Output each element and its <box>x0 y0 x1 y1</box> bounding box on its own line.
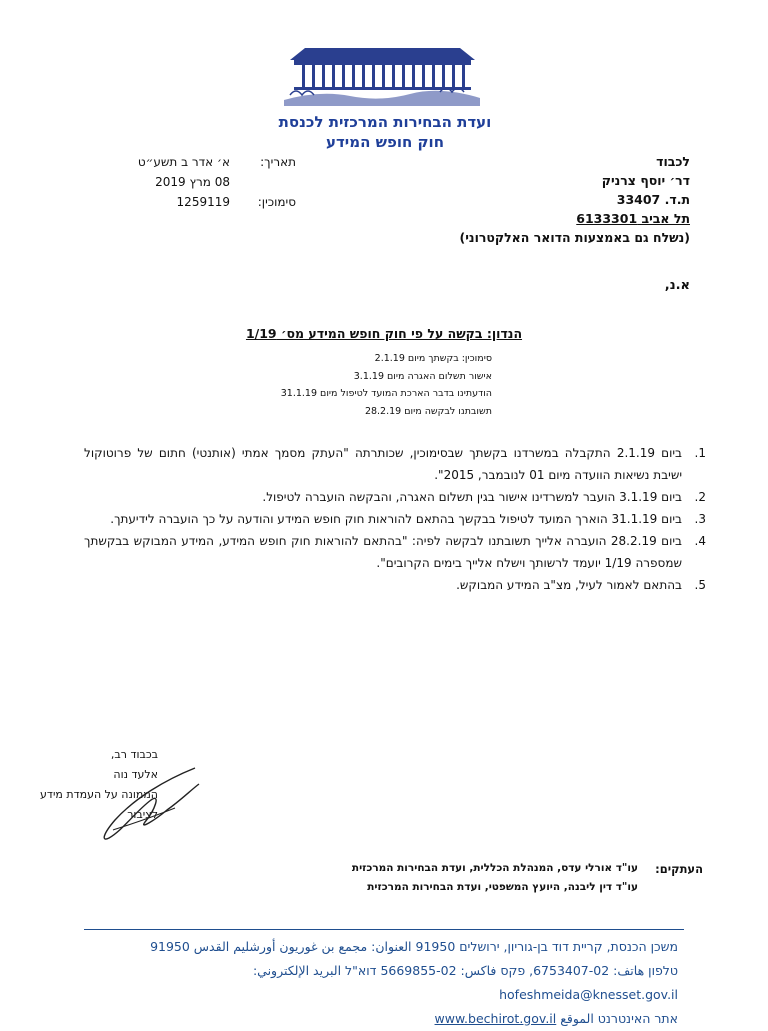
subject-line <box>0 326 768 341</box>
date-gregorian: 08 מרץ 2019 <box>155 175 230 189</box>
website-link[interactable]: www.bechirot.gov.il <box>434 1011 557 1026</box>
reference-label: סימוכין: <box>257 195 296 209</box>
letter-body <box>84 442 706 596</box>
recipient-city: תל אביב 6133301 <box>576 211 690 226</box>
paragraph-text: ביום 3.1.19 הועבר למשרדינו אישור בגין תשלום האגרה, והבקשה הועברה לטיפול. <box>262 490 682 504</box>
date-hebrew: א׳ אדר ב תשע״ט <box>137 155 230 169</box>
footer-email[interactable]: hofeshmeida@knesset.gov.il <box>499 987 678 1002</box>
paragraph-text: ביום 28.2.19 הועברה אלייך תשובתנו לבקשה לפיה: "בהתאם להוראות חוק חופש המידע, המידע המבוקש בבקשתך שמספרה 1/19 יועמד לרשותך וישלח אלייך בימים הקרובים". <box>84 534 682 570</box>
paragraph-text: בהתאם לאמור לעיל, מצ"ב המידע המבוקש. <box>456 578 682 592</box>
body-paragraph <box>84 508 706 530</box>
reference-item: סימוכין: בקשתך מיום 2.1.19 <box>374 353 492 364</box>
footer-website <box>78 1007 678 1031</box>
organization-header <box>200 112 570 152</box>
footer-contact <box>78 959 678 1007</box>
paragraph-number: 2. <box>694 490 706 504</box>
letter-meta <box>100 152 300 212</box>
cc-recipient: עו"ד אורלי עדס, המנהלת הכללית, ועדת הבחירות המרכזית <box>351 862 638 874</box>
reference-item: תשובתנו לבקשה מיום 28.2.19 <box>364 405 492 417</box>
paragraph-text: ביום 2.1.19 התקבלה במשרדנו בקשתך שבסימוכין, שכותרתה "העתק מסמך אמתי (אותנטי) חתום של פרוטוקול ישיבת נשיאות הוועדה מיום 01 לנובמבר, 2015". <box>84 446 682 482</box>
footer-divider <box>84 929 684 930</box>
subject-text: הנדון: בקשה על פי חוק חופש המידע מס׳ 1/19 <box>245 326 523 341</box>
recipient-delivery-note: (נשלח גם באמצעות הדואר האלקטרוני) <box>459 230 690 245</box>
reference-number: 1259119 <box>176 195 230 209</box>
cc-label: העתקים: <box>655 862 703 876</box>
body-paragraph <box>84 574 706 596</box>
closing-regards: בכבוד רב, <box>110 748 158 761</box>
recipient-salutation: לכבוד <box>656 154 690 169</box>
reference-item: הודעתינו בדבר הארכת המועד לטיפול מיום 31.1.19 <box>280 388 492 399</box>
org-name: ועדת הבחירות המרכזית לכנסת <box>278 113 492 131</box>
references-list <box>132 350 492 420</box>
footer-phone-fax: טלפון هاتف: 02-6753407, פקס فاكس: 02-5669855 דוא"ל البريد الإلكتروني: <box>252 963 678 978</box>
footer-address: משכן הכנסת, קריית דוד בן-גוריון, ירושלים 91950 العنوان: مجمع بن غوريون أورشليم القدس 91950 <box>150 939 678 954</box>
paragraph-number: 1. <box>694 446 706 460</box>
signer-name: אלעד נוה <box>113 768 158 781</box>
paragraph-number: 4. <box>694 534 706 548</box>
recipient-name: דר׳ יוסף צרניק <box>601 173 690 188</box>
body-paragraph <box>84 442 706 486</box>
body-paragraph <box>84 486 706 508</box>
handwritten-signature <box>95 760 205 845</box>
greeting: א.נ, <box>664 278 690 293</box>
signer-title: הממונה על העמדת מידע לציבור <box>40 788 158 821</box>
date-label: תאריך: <box>260 155 296 169</box>
footer <box>78 935 678 1031</box>
recipient-block <box>360 152 690 247</box>
recipient-pobox: ת.ד. 33407 <box>616 192 690 207</box>
org-subtitle: חוק חופש המידע <box>325 133 445 151</box>
cc-recipient: עו"ד דין ליבנה, היועץ המשפטי, ועדת הבחירות המרכזית <box>367 881 638 893</box>
date-spacer <box>240 172 296 192</box>
website-label: אתר האינטרנט الموقع <box>556 1011 678 1026</box>
paragraph-number: 5. <box>694 578 706 592</box>
knesset-building-logo <box>280 40 485 108</box>
paragraph-text: ביום 31.1.19 הוארך המועד לטיפול בבקשך בהתאם להוראות חוק חופש המידע והודעה על כך הועברה לידיעתך. <box>110 512 682 526</box>
body-paragraph <box>84 530 706 574</box>
cc-list <box>298 859 638 897</box>
paragraph-number: 3. <box>694 512 706 526</box>
reference-item: אישור תשלום האגרה מיום 3.1.19 <box>353 370 492 382</box>
